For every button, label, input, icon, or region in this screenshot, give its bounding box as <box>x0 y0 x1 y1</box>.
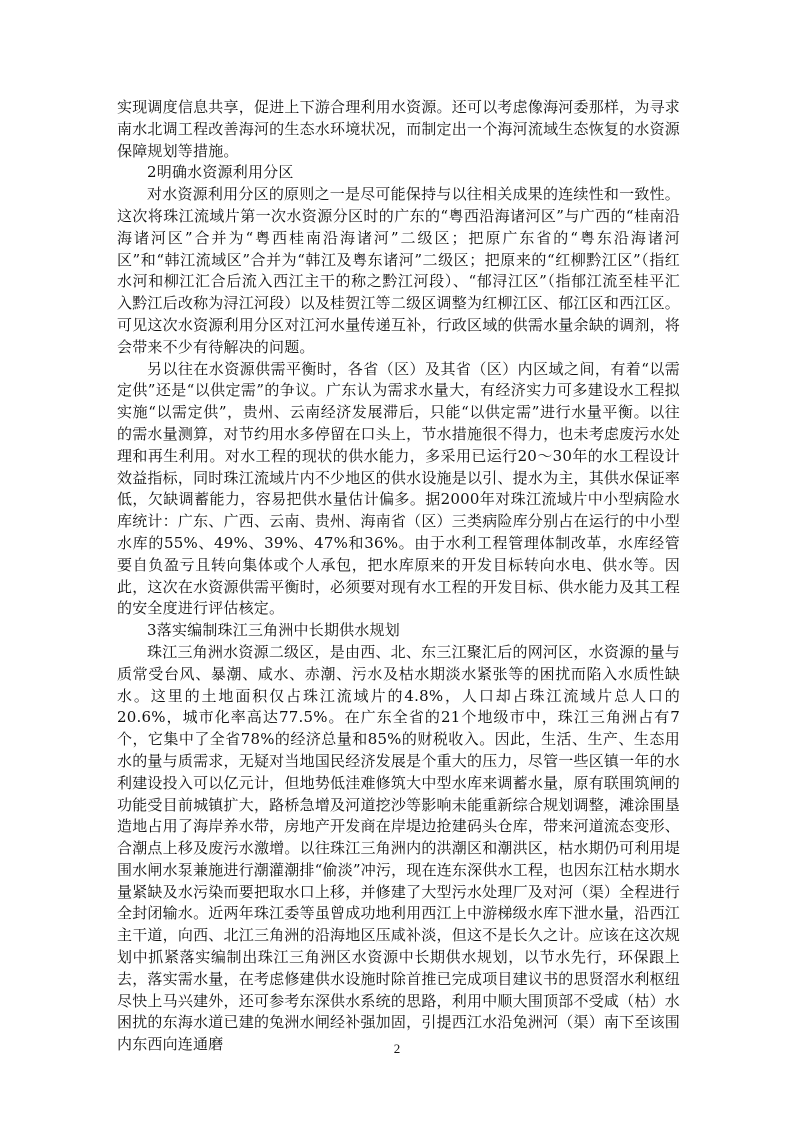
page-number: 2 <box>393 1041 401 1056</box>
paragraph-pearl-delta: 珠江三角洲水资源二级区，是由西、北、东三江聚汇后的网河区，水资源的量与质常受台风、暴潮、咸水、赤潮、污水及枯水期淡水紧张等的困扰而陷入水质性缺水。这里的土地面积仅占珠江流域片的4.8%，人口却占珠江流域片总人口的20.6%，城市化率高达77.5%。在广东全省的21个地级市中，珠江三角洲占有7个，它集中了全省78%的经济总量和85%的财税收入。因此，生活、生产、生态用水的量与质需求，无疑对当地国民经济发展是个重大的压力，尽管一些区镇一年的水利建设投入可以亿元计，但地势低洼难修筑大中型水库来调蓄水量，原有联围筑闸的功能受目前城镇扩大，路桥急增及河道挖沙等影响未能重新综合规划调整，滩涂围垦造地占用了海岸养水带，房地产开发商在岸堤边抢建码头仓库，带来河道流态变形、合潮点上移及废污水激增。以往珠江三角洲内的洪潮区和潮洪区，枯水期仍可利用堤围水闸水泵兼施进行潮灌潮排“偷淡”冲污，现在连东深供水工程，也因东江枯水期水量紧缺及水污染而要把取水口上移，并修建了大型污水处理厂及对河（渠）全程进行全封闭输水。近两年珠江委等虽曾成功地利用西江上中游梯级水库下泄水量，沿西江主干道，向西、北江三角洲的沿海地区压咸补淡，但这不是长久之计。应该在这次规划中抓紧落实编制出珠江三角洲区水资源中长期供水规划，以节水先行，环保跟上去，落实需水量，在考虑修建供水设施时除首推已完成项目建议书的思贤滘水利枢纽尽快上马兴建外，还可参考东深供水系统的思路，利用中顺大围顶部不受咸（枯）水困扰的东海水道已建的兔洲水闸经补强加固，引提西江水沿兔洲河（渠）南下至该围内东西向连通磨 <box>117 642 680 1054</box>
paragraph-water-zoning: 对水资源利用分区的原则之一是尽可能保持与以往相关成果的连续性和一致性。这次将珠江流域片第一次水资源分区时的广东的“粤西沿海诸河区”与广西的“桂南沿海诸河区”合并为“粤西桂南沿海诸河”二级区；把原广东省的“粤东沿海诸河区”和“韩江流域区”合并为“韩江及粤东诸河”二级区；把原来的“红柳黔江区”（指红水河和柳江汇合后流入西江主干的称之黔江河段）、“郁浔江区”（指郁江流至桂平汇入黔江后改称为浔江河段）以及桂贺江等二级区调整为红柳江区、郁江区和西江区。可见这次水资源利用分区对江河水量传递互补，行政区域的供需水量余缺的调剂，将会带来不少有待解决的问题。 <box>117 185 680 356</box>
section-heading-2: 2明确水资源利用分区 <box>147 163 294 182</box>
section-heading-3: 3落实编制珠江三角洲中长期供水规划 <box>147 621 400 640</box>
paragraph-supply-demand: 另以往在水资源供需平衡时，各省（区）及其省（区）内区域之间，有着“以需定供”还是“以供定需”的争议。广东认为需求水量大，有经济实力可多建设水工程拟实施“以需定供”，贵州、云南经济发展滞后，只能“以供定需”进行水量平衡。以往的需水量测算，对节约用水多停留在口头上，节水措施很不得力，也未考虑废污水处理和再生利用。对水工程的现状的供水能力，多采用已运行20～30年的水工程设计效益指标，同时珠江流域片内不少地区的供水设施是以引、提水为主，其供水保证率低，欠缺调蓄能力，容易把供水量估计偏多。据2000年对珠江流域片中小型病险水库统计：广东、广西、云南、贵州、海南省（区）三类病险库分别占在运行的中小型水库的55%、49%、39%、47%和36%。由于水利工程管理体制改革，水库经管要自负盈亏且转向集体或个人承包，把水库原来的开发目标转向水电、供水等。因此，这次在水资源供需平衡时，必须要对现有水工程的开发目标、供水能力及其工程的安全度进行评估核定。 <box>117 359 680 618</box>
paragraph-continuation: 实现调度信息共享，促进上下游合理利用水资源。还可以考虑像海河委那样，为寻求南水北调工程改善海河的生态水环境状况，而制定出一个海河流域生态恢复的水资源保障规划等措施。 <box>117 98 680 160</box>
document-body <box>117 97 680 1056</box>
